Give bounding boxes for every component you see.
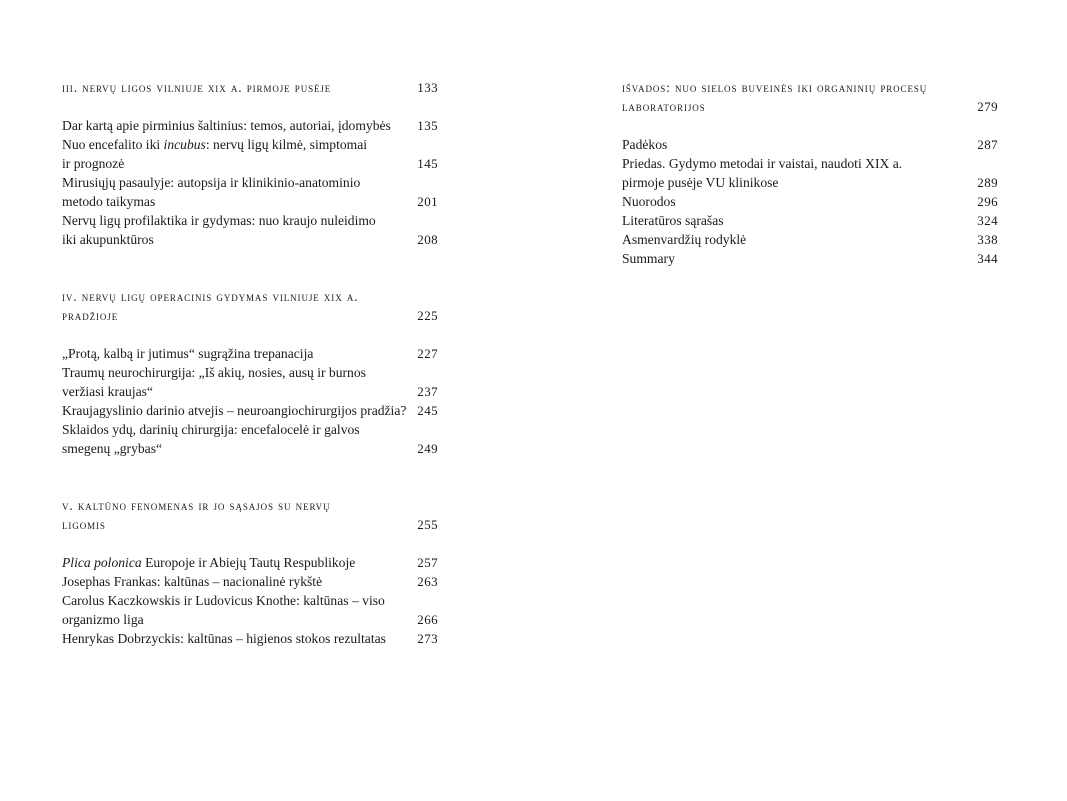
entry-title: Nuo encefalito iki incubus: nervų ligų kilmė, simptomai ir prognozė [62,137,368,171]
chapter-entries [62,116,438,249]
chapter-v [62,496,438,648]
back-matter-entries [622,135,998,268]
entry-page-number: 324 [977,213,998,228]
entry-title: Dar kartą apie pirminius šaltinius: temos, autoriai, įdomybės [62,118,391,133]
entry-title: Priedas. Gydymo metodai ir vaistai, naudoti XIX a. pirmoje pusėje VU klinikose [622,156,903,190]
toc-entry [622,192,998,211]
chapter-page-number: 255 [417,517,438,532]
chapter-entries [62,553,438,648]
entry-page-number: 208 [417,232,438,247]
entry-title: Nervų ligų profilaktika ir gydymas: nuo kraujo nuleidimo iki akupunktūros [62,213,376,247]
chapter-title: v. kaltūno fenomenas ir jo sąsajos su nervų ligomis [62,498,331,532]
toc-entry [62,401,438,420]
toc-left-column [62,78,438,686]
entry-page-number: 287 [977,137,998,152]
toc-entry [622,135,998,154]
chapter-title: iv. nervų ligų operacinis gydymas vilniuje xix a. pradžioje [62,289,359,323]
entry-page-number: 263 [417,574,438,589]
entry-title: Kraujagyslinio darinio atvejis – neuroangiochirurgijos pradžia? [62,403,407,418]
entry-title: Mirusiųjų pasaulyje: autopsija ir klinikinio-anatominio metodo taikymas [62,175,361,209]
entry-page-number: 344 [977,251,998,266]
toc-entry [62,363,438,401]
entry-page-number: 237 [417,384,438,399]
toc-entry [622,230,998,249]
chapter-iv [62,287,438,458]
entry-page-number: 296 [977,194,998,209]
chapter-heading [62,496,438,534]
chapter-page-number: 279 [977,99,998,114]
entry-title: Josephas Frankas: kaltūnas – nacionalinė rykštė [62,574,323,589]
toc-entry [62,116,438,135]
entry-title: „Protą, kalbą ir jutimus“ sugrąžina trepanacija [62,346,314,361]
entry-page-number: 273 [417,631,438,646]
entry-page-number: 257 [417,555,438,570]
entry-title: Plica polonica Europoje ir Abiejų Tautų Respublikoje [62,555,356,570]
entry-title: Summary [622,251,675,266]
toc-entry [62,420,438,458]
entry-title: Traumų neurochirurgija: „Iš akių, nosies, ausų ir burnos veržiasi kraujas“ [62,365,366,399]
toc-right-column [622,78,998,306]
entry-title: Henrykas Dobrzyckis: kaltūnas – higienos stokos rezultatas [62,631,386,646]
entry-title: Sklaidos ydų, darinių chirurgija: encefalocelė ir galvos smegenų „grybas“ [62,422,360,456]
entry-page-number: 135 [417,118,438,133]
entry-title: Asmenvardžių rodyklė [622,232,747,247]
entry-page-number: 145 [417,156,438,171]
entry-title: Carolus Kaczkowskis ir Ludovicus Knothe: kaltūnas – viso organizmo liga [62,593,385,627]
chapter-conclusions [622,78,998,268]
toc-entry [62,344,438,363]
entry-page-number: 338 [977,232,998,247]
chapter-entries [62,344,438,458]
entry-page-number: 266 [417,612,438,627]
toc-entry [62,173,438,211]
chapter-heading [622,78,998,116]
toc-entry [622,211,998,230]
chapter-title: išvados: nuo sielos buveinės iki organinių procesų laboratorijos [622,80,928,114]
entry-title: Nuorodos [622,194,676,209]
chapter-iii [62,78,438,249]
entry-page-number: 227 [417,346,438,361]
toc-entry [62,591,438,629]
chapter-page-number: 225 [417,308,438,323]
entry-page-number: 245 [417,403,438,418]
chapter-heading [62,78,438,97]
toc-entry [622,154,998,192]
toc-entry [62,135,438,173]
toc-entry [62,211,438,249]
entry-page-number: 201 [417,194,438,209]
entry-title: Padėkos [622,137,668,152]
chapter-title: iii. nervų ligos vilniuje xix a. pirmoje pusėje [62,80,332,95]
toc-entry [62,553,438,572]
chapter-heading [62,287,438,325]
chapter-page-number: 133 [417,80,438,95]
toc-entry [62,629,438,648]
entry-page-number: 249 [417,441,438,456]
toc-entry [62,572,438,591]
entry-page-number: 289 [977,175,998,190]
toc-entry [622,249,998,268]
entry-title: Literatūros sąrašas [622,213,724,228]
